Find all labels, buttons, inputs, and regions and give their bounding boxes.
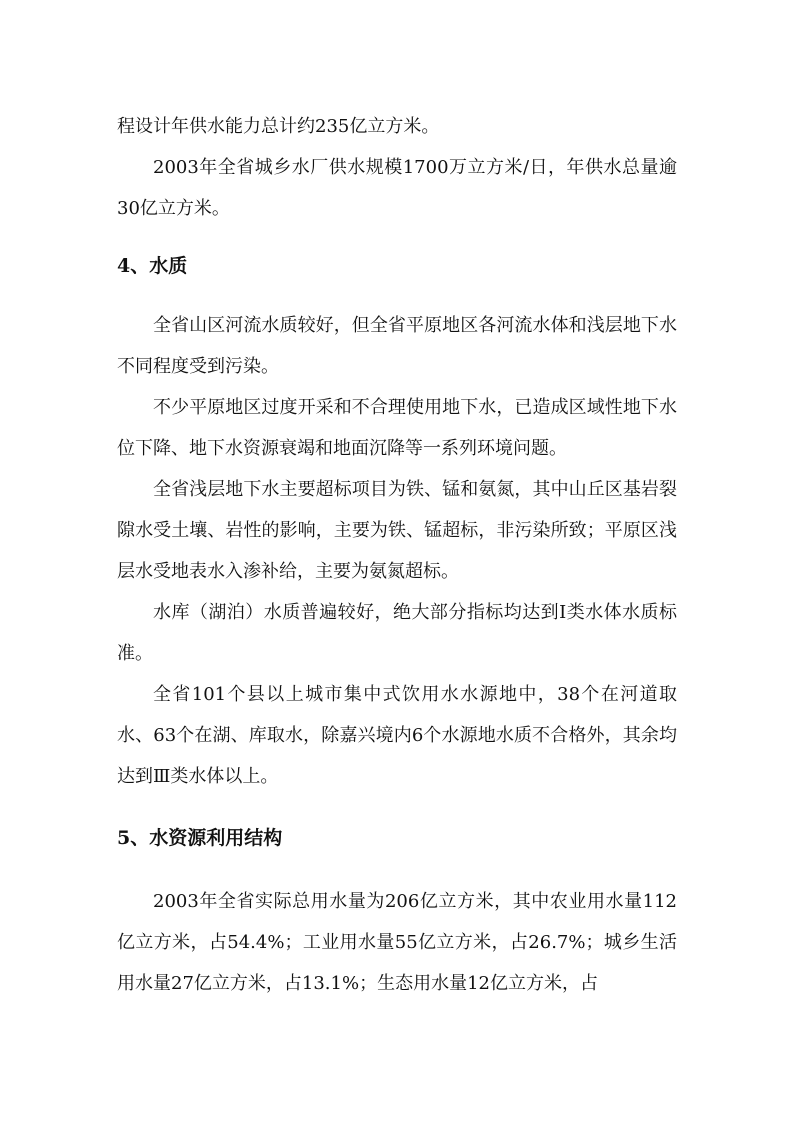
paragraph-groundwater-overuse: 不少平原地区过度开采和不合理使用地下水，已造成区域性地下水位下降、地下水资源衰竭和地面沉降等一系列环境问题。: [117, 397, 677, 459]
paragraph-groundwater-exceedance: 全省浅层地下水主要超标项目为铁、锰和氨氮，其中山丘区基岩裂隙水受土壤、岩性的影响，主要为铁、锰超标，非污染所致；平原区浅层水受地表水入渗补给，主要为氨氮超标。: [117, 479, 677, 582]
paragraph-drinking-sources: 全省101个县以上城市集中式饮用水水源地中，38个在河道取水、63个在湖、库取水，除嘉兴境内6个水源地水质不合格外，其余均达到Ⅲ类水体以上。: [117, 684, 677, 787]
paragraph-continuation: 程设计年供水能力总计约235亿立方米。: [117, 116, 440, 137]
paragraph-river-quality: 全省山区河流水质较好，但全省平原地区各河流水体和浅层地下水不同程度受到污染。: [117, 315, 677, 377]
paragraph-water-supply: 2003年全省城乡水厂供水规模1700万立方米/日，年供水总量逾30亿立方米。: [117, 157, 677, 219]
paragraph-water-use-2003: 2003年全省实际总用水量为206亿立方米，其中农业用水量112亿立方米，占54.4%；工业用水量55亿立方米，占26.7%；城乡生活用水量27亿立方米，占13.1%；生态用水量12亿立方米，占: [117, 891, 677, 994]
section-heading-water-quality: 4、水质: [117, 255, 188, 277]
paragraph-reservoir-quality: 水库（湖泊）水质普遍较好，绝大部分指标均达到Ⅰ类水体水质标准。: [117, 602, 677, 664]
section-heading-water-use-structure: 5、水资源利用结构: [117, 827, 283, 849]
